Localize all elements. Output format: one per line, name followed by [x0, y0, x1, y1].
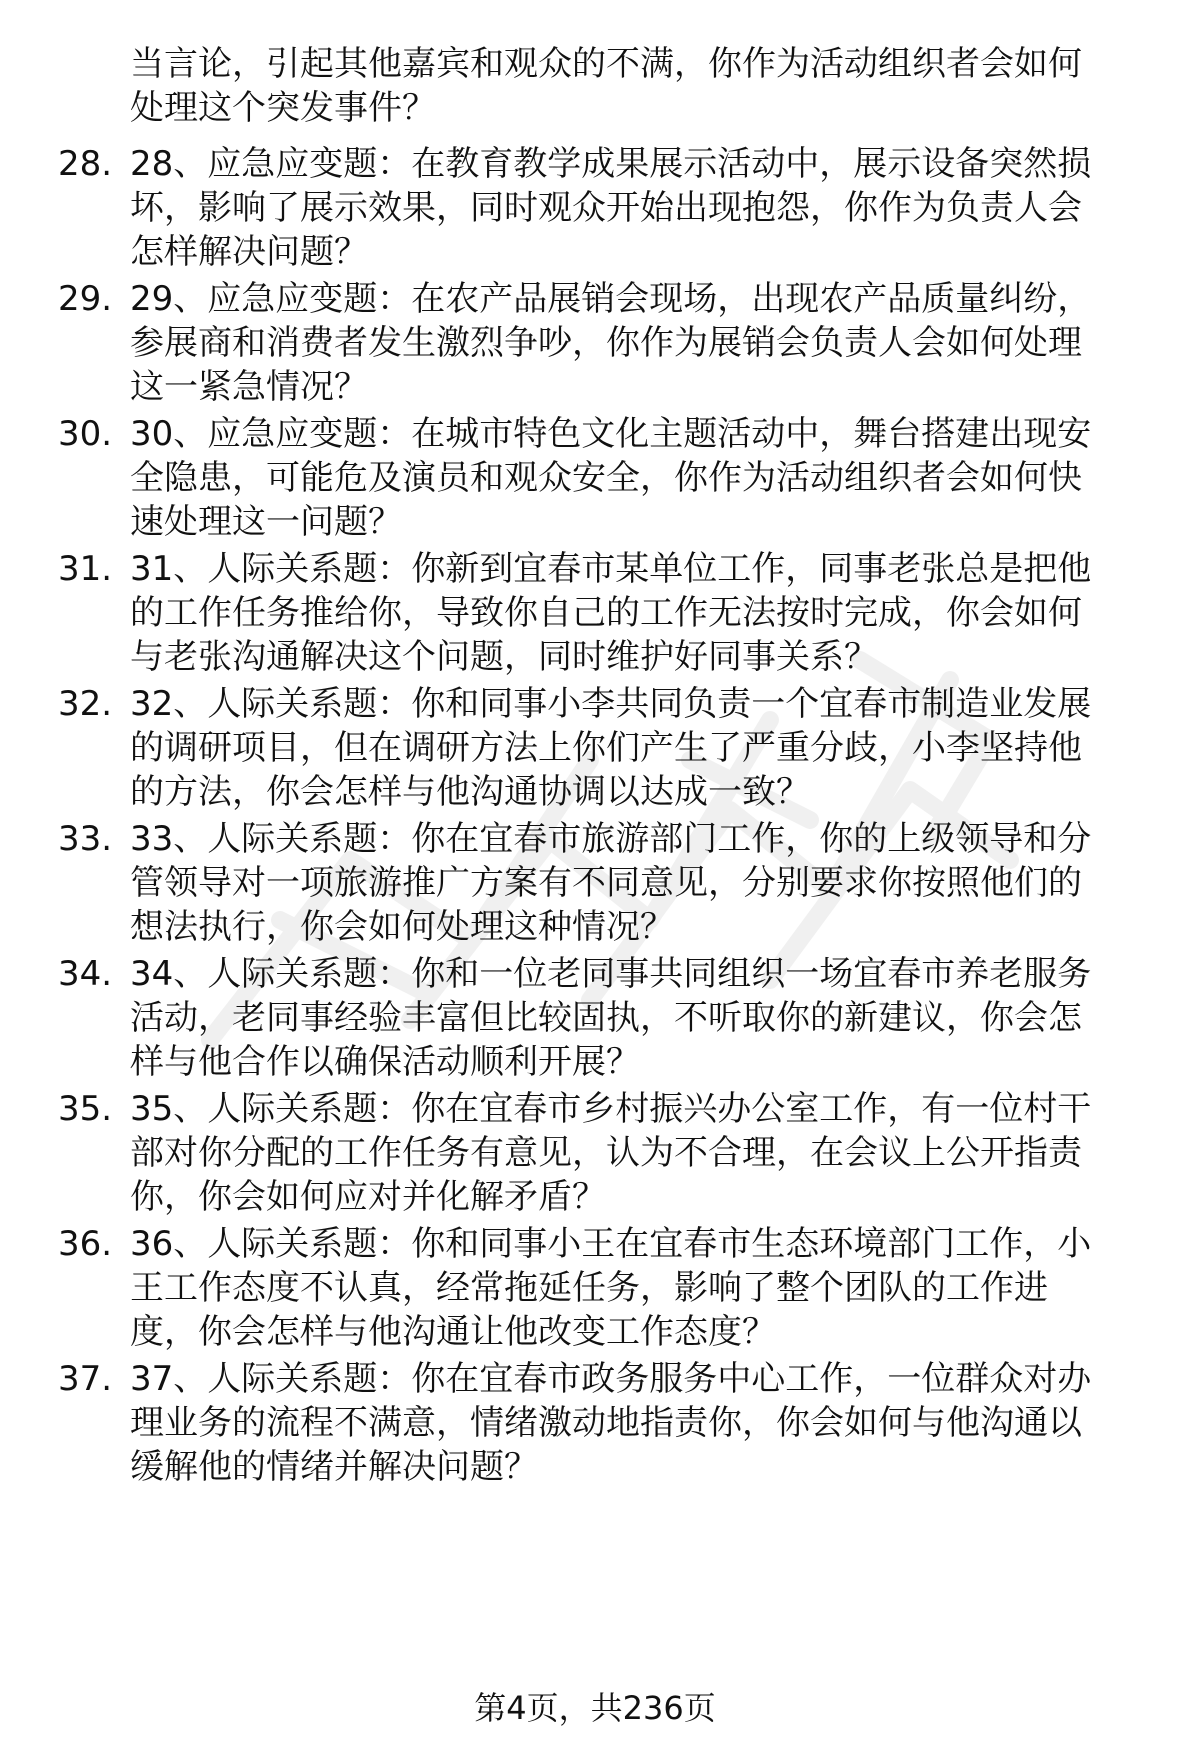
- question-text-line: 部对你分配的工作任务有意见，认为不合理，在会议上公开指责: [130, 1133, 1082, 1173]
- question-number: 37.: [58, 1359, 113, 1399]
- question-text-line: 速处理这一问题？: [130, 502, 402, 542]
- question-number: 32.: [58, 684, 113, 724]
- question-number: 36.: [58, 1224, 113, 1264]
- question-text-line: 度，你会怎样与他沟通让他改变工作态度？: [130, 1312, 776, 1352]
- question-text-line: 31、人际关系题：你新到宜春市某单位工作，同事老张总是把他: [130, 549, 1092, 589]
- continuation-line: 处理这个突发事件？: [130, 88, 436, 128]
- question-text-line: 30、应急应变题：在城市特色文化主题活动中，舞台搭建出现安: [130, 414, 1092, 454]
- question-text-line: 的方法，你会怎样与他沟通协调以达成一致？: [130, 772, 810, 812]
- question-text-line: 你，你会如何应对并化解矛盾？: [130, 1177, 606, 1217]
- question-text-line: 管领导对一项旅游推广方案有不同意见，分别要求你按照他们的: [130, 863, 1082, 903]
- question-text-line: 29、应急应变题：在农产品展销会现场，出现农产品质量纠纷，: [130, 279, 1092, 319]
- question-text-line: 全隐患，可能危及演员和观众安全，你作为活动组织者会如何快: [130, 458, 1082, 498]
- question-text-line: 理业务的流程不满意，情绪激动地指责你，你会如何与他沟通以: [130, 1403, 1082, 1443]
- question-text-line: 37、人际关系题：你在宜春市政务服务中心工作，一位群众对办: [130, 1359, 1092, 1399]
- question-text-line: 样与他合作以确保活动顺利开展？: [130, 1042, 640, 1082]
- question-text-line: 34、人际关系题：你和一位老同事共同组织一场宜春市养老服务: [130, 954, 1092, 994]
- question-text-line: 33、人际关系题：你在宜春市旅游部门工作，你的上级领导和分: [130, 819, 1092, 859]
- question-number: 29.: [58, 279, 113, 319]
- question-text-line: 王工作态度不认真，经常拖延任务，影响了整个团队的工作进: [130, 1268, 1048, 1308]
- question-text-line: 35、人际关系题：你在宜春市乡村振兴办公室工作，有一位村干: [130, 1089, 1092, 1129]
- question-text-line: 36、人际关系题：你和同事小王在宜春市生态环境部门工作，小: [130, 1224, 1092, 1264]
- question-text-line: 想法执行，你会如何处理这种情况？: [130, 907, 674, 947]
- question-text-line: 缓解他的情绪并解决问题？: [130, 1447, 538, 1487]
- question-text-line: 32、人际关系题：你和同事小李共同负责一个宜春市制造业发展: [130, 684, 1092, 724]
- question-text-line: 坏，影响了展示效果，同时观众开始出现抱怨，你作为负责人会: [130, 188, 1082, 228]
- question-text-line: 活动，老同事经验丰富但比较固执，不听取你的新建议，你会怎: [130, 998, 1082, 1038]
- question-text-line: 参展商和消费者发生激烈争吵，你作为展销会负责人会如何处理: [130, 323, 1082, 363]
- question-text-line: 与老张沟通解决这个问题，同时维护好同事关系？: [130, 637, 878, 677]
- page-footer: 第4页，共236页: [474, 1689, 716, 1727]
- question-text-line: 28、应急应变题：在教育教学成果展示活动中，展示设备突然损: [130, 144, 1092, 184]
- question-number: 33.: [58, 819, 113, 859]
- question-text-line: 这一紧急情况？: [130, 367, 368, 407]
- continuation-line: 当言论，引起其他嘉宾和观众的不满，你作为活动组织者会如何: [130, 44, 1082, 84]
- question-number: 28.: [58, 144, 113, 184]
- question-number: 34.: [58, 954, 113, 994]
- question-text-line: 的工作任务推给你，导致你自己的工作无法按时完成，你会如何: [130, 593, 1082, 633]
- question-text-line: 怎样解决问题？: [130, 232, 368, 272]
- question-text-line: 的调研项目，但在调研方法上你们产生了严重分歧，小李坚持他: [130, 728, 1082, 768]
- question-number: 31.: [58, 549, 113, 589]
- question-number: 35.: [58, 1089, 113, 1129]
- question-number: 30.: [58, 414, 113, 454]
